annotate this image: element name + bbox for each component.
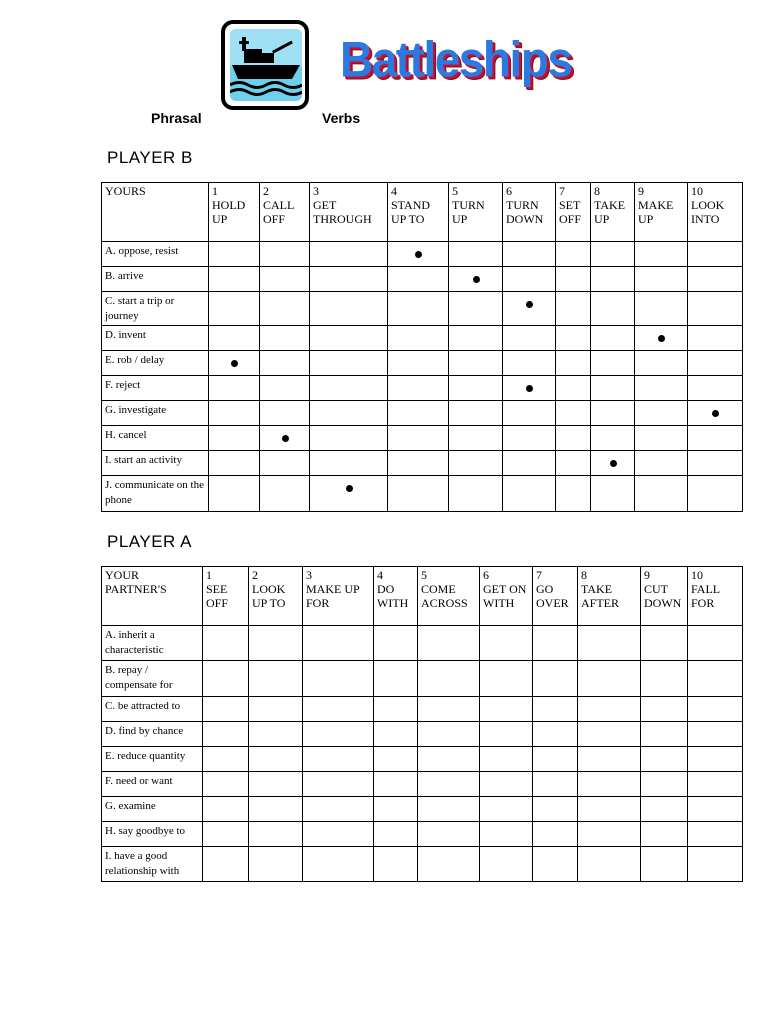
player-a-grid-cell[interactable] <box>688 722 743 747</box>
player-a-grid-cell[interactable] <box>688 747 743 772</box>
battleship-icon <box>230 29 302 101</box>
row-label: C. start a trip or journey <box>102 292 209 326</box>
player-b-grid-cell[interactable] <box>260 376 310 401</box>
player-a-grid-cell[interactable] <box>203 697 249 722</box>
player-b-grid-cell[interactable] <box>310 401 388 426</box>
player-b-grid-cell[interactable] <box>503 401 556 426</box>
ship-marker <box>526 301 533 308</box>
player-a-grid-cell[interactable] <box>303 722 374 747</box>
player-b-grid-cell[interactable] <box>688 376 743 401</box>
player-b-grid-cell[interactable] <box>388 267 449 292</box>
player-b-grid-cell[interactable] <box>310 267 388 292</box>
player-a-grid-cell[interactable] <box>203 722 249 747</box>
player-b-grid-cell[interactable] <box>688 351 743 376</box>
player-a-grid-cell[interactable] <box>203 772 249 797</box>
player-b-heading: PLAYER B <box>107 148 193 167</box>
player-b-grid-cell[interactable] <box>260 242 310 267</box>
player-a-grid-cell[interactable] <box>418 697 480 722</box>
player-a-grid-cell[interactable] <box>203 626 249 661</box>
player-a-grid-cell[interactable] <box>249 822 303 847</box>
player-a-grid-cell[interactable] <box>203 847 249 882</box>
player-a-grid-cell[interactable] <box>418 722 480 747</box>
player-b-grid-cell[interactable] <box>556 292 591 326</box>
player-a-grid-cell[interactable] <box>418 772 480 797</box>
player-a-grid-cell[interactable] <box>249 747 303 772</box>
player-b-grid-cell[interactable] <box>310 426 388 451</box>
col-header: 9 MAKE UP <box>635 183 688 242</box>
row-label: J. communicate on the phone <box>102 476 209 512</box>
player-a-grid-cell[interactable] <box>688 797 743 822</box>
player-b-grid-cell[interactable] <box>388 376 449 401</box>
player-b-grid-cell[interactable] <box>688 326 743 351</box>
player-b-grid-cell[interactable] <box>310 351 388 376</box>
col-header: 2 CALL OFF <box>260 183 310 242</box>
player-b-grid-cell[interactable] <box>503 326 556 351</box>
player-b-grid-cell[interactable] <box>635 242 688 267</box>
player-a-grid-cell[interactable] <box>249 847 303 882</box>
player-a-grid-cell[interactable] <box>203 747 249 772</box>
player-b-grid-cell[interactable] <box>260 326 310 351</box>
row-label: A. inherit a characteristic <box>102 626 203 661</box>
player-a-grid-cell[interactable] <box>480 626 533 661</box>
player-b-grid-cell[interactable] <box>449 451 503 476</box>
player-a-grid-cell[interactable] <box>688 661 743 697</box>
player-a-grid-cell[interactable] <box>688 772 743 797</box>
player-b-grid-cell[interactable] <box>209 267 260 292</box>
player-a-grid-cell[interactable] <box>641 661 688 697</box>
row-label: E. reduce quantity <box>102 747 203 772</box>
player-a-grid-cell[interactable] <box>480 697 533 722</box>
player-a-grid-cell[interactable] <box>374 697 418 722</box>
player-b-grid-cell[interactable] <box>503 451 556 476</box>
col-header: 4 STAND UP TO <box>388 183 449 242</box>
player-a-grid-cell[interactable] <box>303 747 374 772</box>
player-a-grid-cell[interactable] <box>374 722 418 747</box>
ship-marker <box>658 335 665 342</box>
player-a-grid-cell[interactable] <box>578 772 641 797</box>
player-b-grid-cell[interactable] <box>591 451 635 476</box>
subtitle-phrasal: Phrasal <box>151 110 202 126</box>
row-label: B. arrive <box>102 267 209 292</box>
player-b-grid-cell[interactable] <box>209 326 260 351</box>
player-b-grid-cell[interactable] <box>688 476 743 512</box>
player-b-grid-cell[interactable] <box>449 376 503 401</box>
row-label: E. rob / delay <box>102 351 209 376</box>
player-a-grid-cell[interactable] <box>533 822 578 847</box>
player-b-grid-cell[interactable] <box>449 326 503 351</box>
player-a-grid-cell[interactable] <box>203 822 249 847</box>
player-b-grid-cell[interactable] <box>388 351 449 376</box>
player-b-grid-cell[interactable] <box>688 292 743 326</box>
player-b-grid-cell[interactable] <box>635 292 688 326</box>
player-a-grid-cell[interactable] <box>578 661 641 697</box>
player-b-grid-cell[interactable] <box>591 292 635 326</box>
player-a-grid-cell[interactable] <box>533 697 578 722</box>
row-label: F. reject <box>102 376 209 401</box>
player-a-grid-cell[interactable] <box>203 661 249 697</box>
corner-label: YOURS <box>102 183 209 242</box>
player-b-grid-cell[interactable] <box>635 451 688 476</box>
player-b-grid-cell[interactable] <box>209 476 260 512</box>
player-b-grid-cell[interactable] <box>260 401 310 426</box>
player-a-grid-cell[interactable] <box>249 797 303 822</box>
row-label: F. need or want <box>102 772 203 797</box>
player-b-grid-cell[interactable] <box>503 267 556 292</box>
player-b-grid <box>101 182 743 512</box>
player-b-grid-cell[interactable] <box>260 292 310 326</box>
row-label: G. investigate <box>102 401 209 426</box>
col-header: 5 COME ACROSS <box>418 567 480 626</box>
player-b-grid-cell[interactable] <box>503 376 556 401</box>
col-header: 1 HOLD UP <box>209 183 260 242</box>
player-a-grid-cell[interactable] <box>374 626 418 661</box>
player-a-grid-cell[interactable] <box>249 772 303 797</box>
player-a-grid-cell[interactable] <box>303 822 374 847</box>
player-b-grid-cell[interactable] <box>209 351 260 376</box>
ship-marker <box>231 360 238 367</box>
player-b-grid-cell[interactable] <box>209 376 260 401</box>
player-b-grid-cell[interactable] <box>310 242 388 267</box>
ship-marker <box>346 485 353 492</box>
player-b-grid-cell[interactable] <box>388 242 449 267</box>
ship-marker <box>610 460 617 467</box>
player-a-grid-cell[interactable] <box>303 697 374 722</box>
player-b-grid-cell[interactable] <box>209 426 260 451</box>
player-a-grid-cell[interactable] <box>374 797 418 822</box>
player-b-grid-cell[interactable] <box>260 451 310 476</box>
player-b-grid-cell[interactable] <box>449 267 503 292</box>
col-header: 3 GET THROUGH <box>310 183 388 242</box>
player-b-grid-cell[interactable] <box>635 401 688 426</box>
player-a-grid-cell[interactable] <box>533 626 578 661</box>
col-header: 7 SET OFF <box>556 183 591 242</box>
player-a-grid-cell[interactable] <box>578 722 641 747</box>
player-b-grid-cell[interactable] <box>688 267 743 292</box>
col-header: 6 GET ON WITH <box>480 567 533 626</box>
player-b-grid-cell[interactable] <box>310 376 388 401</box>
player-a-grid-cell[interactable] <box>578 697 641 722</box>
player-a-grid-cell[interactable] <box>688 697 743 722</box>
player-a-grid-cell[interactable] <box>533 661 578 697</box>
player-a-grid-cell[interactable] <box>578 747 641 772</box>
player-a-grid-cell[interactable] <box>641 626 688 661</box>
row-label: C. be attracted to <box>102 697 203 722</box>
player-a-grid-cell[interactable] <box>641 747 688 772</box>
player-b-grid-cell[interactable] <box>591 401 635 426</box>
player-b-grid-cell[interactable] <box>449 351 503 376</box>
player-a-grid-cell[interactable] <box>688 626 743 661</box>
player-b-grid-cell[interactable] <box>449 401 503 426</box>
player-b-grid-cell[interactable] <box>591 376 635 401</box>
col-header: 8 TAKE UP <box>591 183 635 242</box>
player-b-grid-cell[interactable] <box>556 351 591 376</box>
player-a-grid-cell[interactable] <box>374 772 418 797</box>
player-b-grid-cell[interactable] <box>503 242 556 267</box>
player-b-grid-cell[interactable] <box>503 426 556 451</box>
player-b-grid-cell[interactable] <box>635 426 688 451</box>
ship-marker <box>473 276 480 283</box>
player-b-grid-cell[interactable] <box>591 426 635 451</box>
player-a-grid-cell[interactable] <box>480 772 533 797</box>
col-header: 10 LOOK INTO <box>688 183 743 242</box>
player-b-grid-cell[interactable] <box>260 426 310 451</box>
player-a-grid-cell[interactable] <box>203 797 249 822</box>
player-a-grid-cell[interactable] <box>249 697 303 722</box>
row-label: H. say goodbye to <box>102 822 203 847</box>
col-header: 4 DO WITH <box>374 567 418 626</box>
player-a-grid-cell[interactable] <box>303 626 374 661</box>
player-b-grid-cell[interactable] <box>556 326 591 351</box>
player-a-grid-cell[interactable] <box>641 822 688 847</box>
player-b-grid-cell[interactable] <box>591 476 635 512</box>
player-a-grid-cell[interactable] <box>303 797 374 822</box>
player-b-grid-cell[interactable] <box>388 326 449 351</box>
player-a-grid-cell[interactable] <box>533 797 578 822</box>
player-b-grid-cell[interactable] <box>591 267 635 292</box>
ship-marker <box>415 251 422 258</box>
player-a-grid-cell[interactable] <box>688 822 743 847</box>
row-label: H. cancel <box>102 426 209 451</box>
player-b-grid-cell[interactable] <box>449 292 503 326</box>
player-b-grid-cell[interactable] <box>591 242 635 267</box>
ship-marker <box>282 435 289 442</box>
player-a-grid-cell[interactable] <box>533 722 578 747</box>
player-b-grid-cell[interactable] <box>209 451 260 476</box>
row-label: D. find by chance <box>102 722 203 747</box>
col-header: 10 FALL FOR <box>688 567 743 626</box>
page-title: Battleships <box>340 31 572 88</box>
row-label: D. invent <box>102 326 209 351</box>
player-b-grid-cell[interactable] <box>556 267 591 292</box>
player-a-grid-cell[interactable] <box>480 747 533 772</box>
col-header: 6 TURN DOWN <box>503 183 556 242</box>
player-b-grid-cell[interactable] <box>635 476 688 512</box>
player-a-grid-cell[interactable] <box>418 847 480 882</box>
player-a-grid-cell[interactable] <box>303 847 374 882</box>
player-a-heading: PLAYER A <box>107 532 192 551</box>
player-a-grid-cell[interactable] <box>249 661 303 697</box>
player-b-grid-cell[interactable] <box>556 426 591 451</box>
player-b-grid-cell[interactable] <box>209 242 260 267</box>
player-b-grid-cell[interactable] <box>635 351 688 376</box>
player-b-grid-cell[interactable] <box>503 476 556 512</box>
player-b-grid-cell[interactable] <box>556 242 591 267</box>
player-a-grid <box>101 566 743 882</box>
player-a-grid-cell[interactable] <box>578 626 641 661</box>
player-a-grid-cell[interactable] <box>374 822 418 847</box>
row-label: B. repay / compensate for <box>102 661 203 697</box>
player-a-grid-cell[interactable] <box>249 722 303 747</box>
ship-marker <box>712 410 719 417</box>
player-b-grid-cell[interactable] <box>388 292 449 326</box>
col-header: 2 LOOK UP TO <box>249 567 303 626</box>
player-b-grid-cell[interactable] <box>388 451 449 476</box>
player-b-grid-cell[interactable] <box>209 401 260 426</box>
ship-marker <box>526 385 533 392</box>
player-a-grid-cell[interactable] <box>578 797 641 822</box>
player-b-grid-cell[interactable] <box>688 426 743 451</box>
player-a-grid-cell[interactable] <box>641 797 688 822</box>
player-b-grid-cell[interactable] <box>310 326 388 351</box>
player-a-grid-cell[interactable] <box>418 747 480 772</box>
player-b-grid-cell[interactable] <box>449 476 503 512</box>
player-b-grid-cell[interactable] <box>449 426 503 451</box>
player-a-grid-cell[interactable] <box>480 661 533 697</box>
player-b-grid-cell[interactable] <box>260 267 310 292</box>
player-b-grid-cell[interactable] <box>310 476 388 512</box>
player-a-grid-cell[interactable] <box>688 847 743 882</box>
col-header: 1 SEE OFF <box>203 567 249 626</box>
player-b-grid-cell[interactable] <box>310 292 388 326</box>
player-a-grid-cell[interactable] <box>641 722 688 747</box>
row-label: G. examine <box>102 797 203 822</box>
player-b-grid-cell[interactable] <box>260 476 310 512</box>
player-b-grid-cell[interactable] <box>635 267 688 292</box>
player-b-grid-cell[interactable] <box>449 242 503 267</box>
player-a-grid-cell[interactable] <box>418 797 480 822</box>
player-b-grid-cell[interactable] <box>556 376 591 401</box>
player-b-grid-cell[interactable] <box>688 242 743 267</box>
player-b-grid-cell[interactable] <box>388 426 449 451</box>
subtitle-verbs: Verbs <box>322 110 361 126</box>
player-b-grid-cell[interactable] <box>591 326 635 351</box>
battleship-logo <box>221 20 309 110</box>
player-b-grid-cell[interactable] <box>503 292 556 326</box>
player-a-grid-cell[interactable] <box>303 772 374 797</box>
player-a-grid-cell[interactable] <box>578 822 641 847</box>
player-b-grid-cell[interactable] <box>209 292 260 326</box>
player-a-grid-cell[interactable] <box>641 847 688 882</box>
player-a-grid-cell[interactable] <box>303 661 374 697</box>
col-header: 7 GO OVER <box>533 567 578 626</box>
row-label: I. have a good relationship with <box>102 847 203 882</box>
player-b-grid-cell[interactable] <box>591 351 635 376</box>
player-b-grid-cell[interactable] <box>635 326 688 351</box>
player-b-grid-cell[interactable] <box>688 451 743 476</box>
col-header: 8 TAKE AFTER <box>578 567 641 626</box>
player-a-grid-cell[interactable] <box>641 772 688 797</box>
corner-label: YOUR PARTNER'S <box>102 567 203 626</box>
player-a-grid-cell[interactable] <box>249 626 303 661</box>
player-a-grid-cell[interactable] <box>533 747 578 772</box>
col-header: 5 TURN UP <box>449 183 503 242</box>
player-a-grid-cell[interactable] <box>418 661 480 697</box>
player-b-grid-cell[interactable] <box>688 401 743 426</box>
player-a-grid-cell[interactable] <box>533 772 578 797</box>
player-a-grid-cell[interactable] <box>374 661 418 697</box>
row-label: A. oppose, resist <box>102 242 209 267</box>
player-b-grid-cell[interactable] <box>260 351 310 376</box>
player-a-grid-cell[interactable] <box>533 847 578 882</box>
player-a-grid-cell[interactable] <box>480 797 533 822</box>
player-b-grid-cell[interactable] <box>556 401 591 426</box>
player-b-grid-cell[interactable] <box>388 401 449 426</box>
player-a-grid-cell[interactable] <box>480 847 533 882</box>
player-a-grid-cell[interactable] <box>418 822 480 847</box>
col-header: 3 MAKE UP FOR <box>303 567 374 626</box>
player-b-grid-cell[interactable] <box>635 376 688 401</box>
player-a-grid-cell[interactable] <box>374 747 418 772</box>
player-b-grid-cell[interactable] <box>388 476 449 512</box>
player-a-grid-cell[interactable] <box>480 722 533 747</box>
player-b-grid-cell[interactable] <box>310 451 388 476</box>
player-b-grid-cell[interactable] <box>503 351 556 376</box>
col-header: 9 CUT DOWN <box>641 567 688 626</box>
player-b-grid-cell[interactable] <box>556 451 591 476</box>
player-a-grid-cell[interactable] <box>374 847 418 882</box>
player-a-grid-cell[interactable] <box>641 697 688 722</box>
row-label: I. start an activity <box>102 451 209 476</box>
player-a-grid-cell[interactable] <box>578 847 641 882</box>
player-a-grid-cell[interactable] <box>480 822 533 847</box>
player-a-grid-cell[interactable] <box>418 626 480 661</box>
player-b-grid-cell[interactable] <box>556 476 591 512</box>
